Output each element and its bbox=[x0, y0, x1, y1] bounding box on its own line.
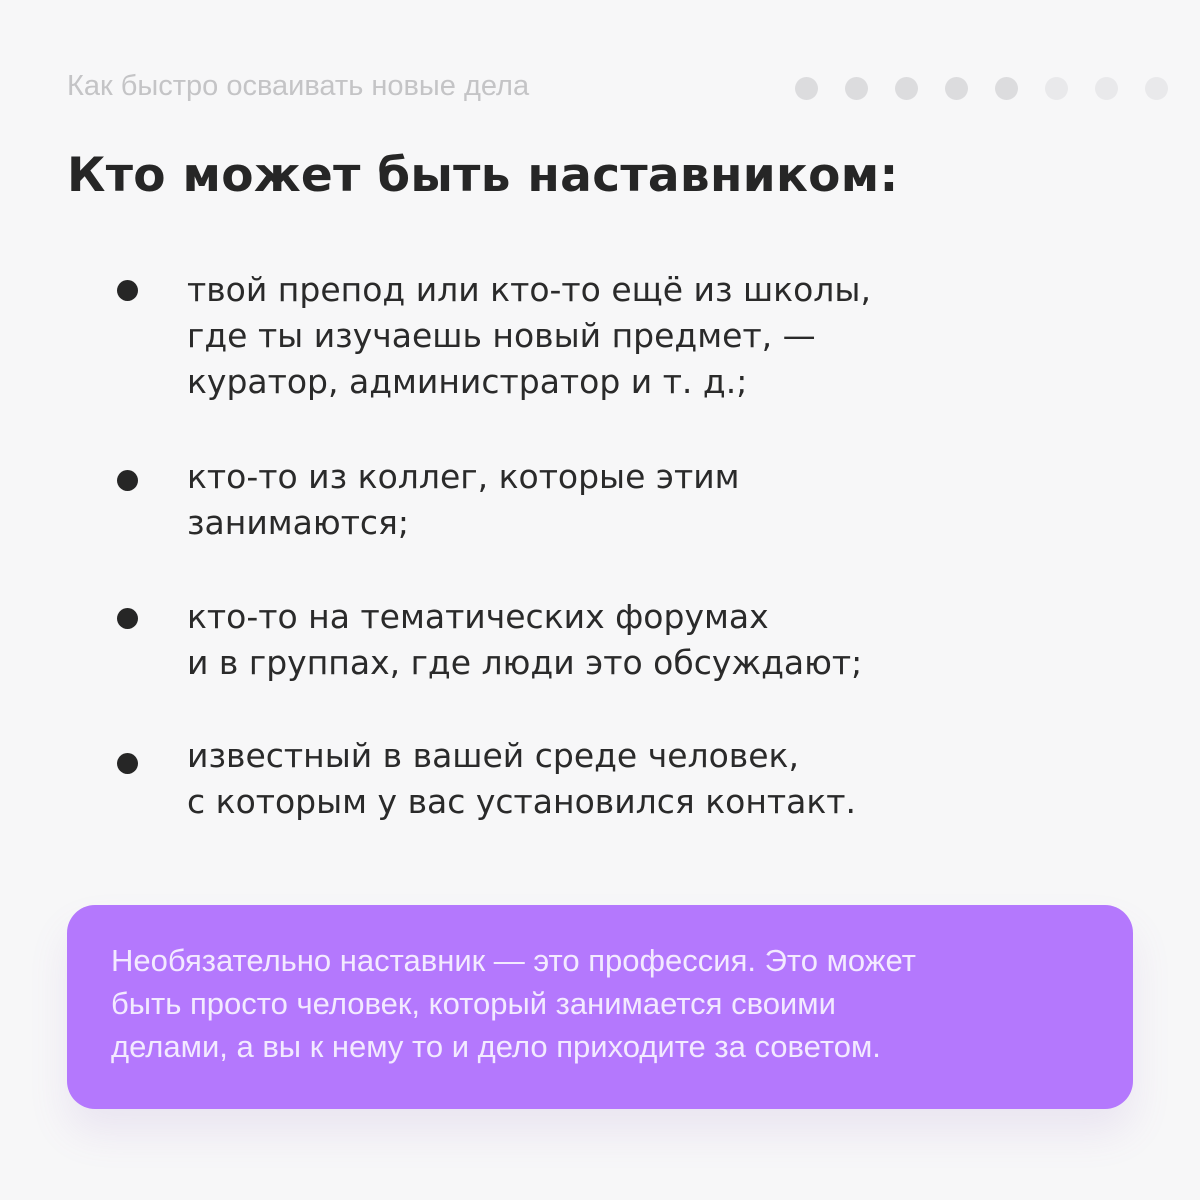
pagination-dot[interactable] bbox=[995, 77, 1018, 100]
pagination-dot[interactable] bbox=[1095, 77, 1118, 100]
pagination-dot[interactable] bbox=[945, 77, 968, 100]
pagination-dot[interactable] bbox=[1145, 77, 1168, 100]
list-item-text: кто‑то на тематических форумах и в группах, где люди это обсуждают; bbox=[187, 597, 863, 682]
list-item-text: известный в вашей среде человек, с которым у вас установился контакт. bbox=[187, 736, 857, 821]
callout-box bbox=[67, 905, 1133, 1109]
bullet-icon bbox=[117, 470, 138, 491]
list-item-text: твой препод или кто‑то ещё из школы, где ты изучаешь новый предмет, — куратор, администратор и т. д.; bbox=[187, 270, 871, 401]
top-bar bbox=[67, 62, 1167, 112]
bullet-icon bbox=[117, 753, 138, 774]
pagination-dot[interactable] bbox=[795, 77, 818, 100]
list-item-text: кто‑то из коллег, которые этим занимаются; bbox=[187, 457, 740, 542]
page-title: Кто может быть наставником: bbox=[67, 148, 899, 203]
pagination-dot[interactable] bbox=[845, 77, 868, 100]
series-subtitle: Как быстро осваивать новые дела bbox=[67, 70, 530, 102]
callout-text: Необязательно наставник — это профессия. Это может быть просто человек, который занимается своими делами, а вы к нему то и дело приходите за советом. bbox=[111, 943, 916, 1064]
pagination-dots bbox=[795, 77, 1168, 100]
bullet-icon bbox=[117, 608, 138, 629]
bullet-icon bbox=[117, 280, 138, 301]
pagination-dot[interactable] bbox=[895, 77, 918, 100]
pagination-dot[interactable] bbox=[1045, 77, 1068, 100]
